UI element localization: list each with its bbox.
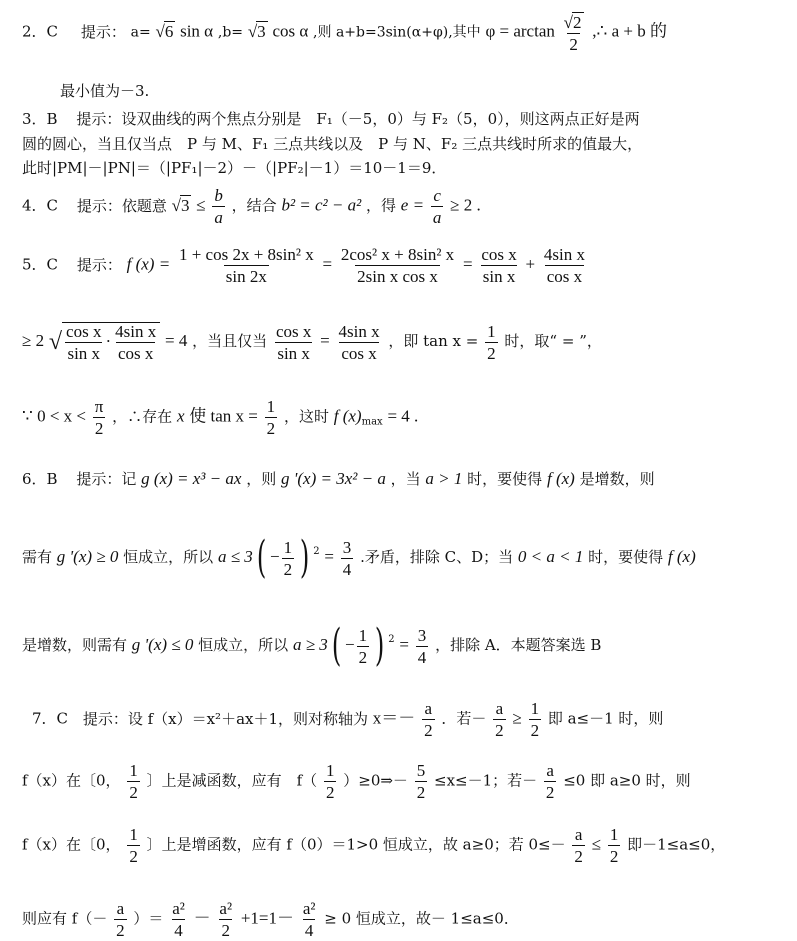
q7-l2c: ）≥0⇒－ xyxy=(343,771,408,790)
q7-ge: ≥ xyxy=(512,708,522,728)
q6-gp2: g '(x) ≥ 0 xyxy=(56,547,119,566)
q6-g: g (x) = x³ − ax xyxy=(141,469,242,488)
q4-a: a xyxy=(214,208,223,227)
q2-hint: 提示： xyxy=(80,22,126,41)
q7-l3-frac2 xyxy=(572,826,585,865)
q5-r1d: sin x xyxy=(67,344,101,363)
q6-cond2: 0 < a < 1 xyxy=(517,547,584,566)
q6-number: 6．B xyxy=(22,470,58,488)
q7-l4-minus: － xyxy=(193,908,211,928)
q4-c: c xyxy=(433,186,441,205)
q5-root-frac2 xyxy=(113,323,158,362)
q3-number: 3．B xyxy=(22,110,58,128)
q6-four: 4 xyxy=(342,559,352,579)
q5-use: 使 tan x = xyxy=(189,406,258,426)
q7-l2-frac3 xyxy=(415,762,428,801)
q6-is-incr: 是增数，则需有 xyxy=(22,636,128,654)
q6-hold: 恒成立，所以 xyxy=(123,548,214,566)
q7-one: 1 xyxy=(530,699,540,718)
q5-e2n: 4sin x xyxy=(338,321,380,341)
q2-frac xyxy=(562,12,586,53)
q6-gp: g '(x) = 3x² − a xyxy=(280,469,386,488)
q5-pi: π xyxy=(94,397,104,416)
q5-half-n: 1 xyxy=(487,321,496,341)
q5-fmax: f (x) xyxy=(333,406,362,426)
q5-half xyxy=(485,323,498,362)
q5-e1d: sin x xyxy=(277,343,310,363)
q5-h-frac xyxy=(265,398,278,437)
q5-eq-frac2 xyxy=(337,323,382,362)
q7-l4b: ）＝ xyxy=(133,909,164,928)
q5-e2d: cos x xyxy=(341,343,377,363)
q5-n4: 4sin x xyxy=(543,245,585,264)
q5-plus: + xyxy=(525,254,536,274)
q7-ie: 即 a≤－1 时，则 xyxy=(547,709,664,728)
q7-l4-four-b: 4 xyxy=(304,921,314,940)
q5-line3 xyxy=(22,398,418,437)
q7-number: 7．C xyxy=(32,709,69,728)
q7-two-b: 2 xyxy=(495,721,504,740)
q7-line3 xyxy=(22,826,725,865)
q5-d1: sin 2x xyxy=(225,267,267,286)
q7-l2-frac1 xyxy=(127,762,140,801)
q6-f2: f (x) xyxy=(667,547,696,566)
q6-frac-half2 xyxy=(357,627,370,666)
q6-line2: 需有 g '(x) ≥ 0 恒成立，所以 a ≤ 3( − $\frac{1}{2}$ ) $^2$ = $\frac{3}{4}$ .矛盾，排除 C、D；当 0 < a < 1 时，要使得 f (x) xyxy=(22,532,696,583)
q5-eq4: = 4 xyxy=(165,331,188,350)
q6-then: ，则 xyxy=(246,470,277,488)
q7-l4-a2: a² xyxy=(172,899,185,918)
q5-h-d: 2 xyxy=(266,419,276,438)
q5-eq: = xyxy=(320,331,330,350)
q4-combine: ，结合 xyxy=(231,196,277,215)
q4-ge2: ≥ 2 . xyxy=(450,195,481,215)
q5-pi-d: 2 xyxy=(94,419,104,438)
q4-b: b xyxy=(214,186,223,205)
q6-make2: 时，要使得 xyxy=(588,548,664,566)
q5-fx: f (x) = xyxy=(126,254,171,274)
q5-d3: sin x xyxy=(482,267,516,286)
q5-frac2 xyxy=(339,246,456,285)
q7-l4-four: 4 xyxy=(174,921,183,940)
q5-because: ∵ 0 < x < xyxy=(22,406,86,426)
q5-ge2: ≥ 2 xyxy=(22,331,45,350)
q7-l3-frac3 xyxy=(608,826,621,865)
q4-get: ，得 xyxy=(366,196,397,215)
q5-e1n: cos x xyxy=(275,321,312,341)
q5-n2: 2cos² x + 8sin² x xyxy=(340,245,455,264)
q7-l4-two-b: 2 xyxy=(221,921,230,940)
q5-half-d: 2 xyxy=(487,343,496,363)
q6-one2: 1 xyxy=(358,625,368,645)
q7-l2-two: 2 xyxy=(129,783,138,802)
q2-sqrt3: √3 xyxy=(247,21,266,41)
q5-when: ，当且仅当 xyxy=(192,332,268,350)
q7-l3-a: a xyxy=(574,825,583,844)
q5-dot: · xyxy=(105,331,112,351)
q6-a-ge: a ≥ 3 xyxy=(292,635,328,654)
q7-line2 xyxy=(22,762,691,801)
q2-sqrt6: √6 xyxy=(155,21,174,41)
q7-l2-frac4 xyxy=(544,762,557,801)
q7-if: ．若－ xyxy=(441,709,487,728)
q5-frac3 xyxy=(479,246,518,285)
q6-incr: 是增数，则 xyxy=(579,470,655,488)
q6-three2: 3 xyxy=(417,625,427,645)
q7-frac-a2 xyxy=(422,700,435,739)
q5-pi-frac xyxy=(93,398,106,437)
q7-l3-frac1 xyxy=(127,826,140,865)
q3-line1 xyxy=(22,112,640,127)
q5-hint: 提示： xyxy=(76,255,122,274)
q5-n1: 1 + cos 2x + 8sin² x xyxy=(178,245,314,264)
q7-two-c: 2 xyxy=(530,721,540,740)
q4-frac-ca xyxy=(431,187,444,226)
q7-l4-plus1: +1=1－ xyxy=(240,908,295,928)
q3-line2: 圆的圆心，当且仅当点 P 与 M、F₁ 三点共线以及 P 与 N、F₂ 三点共线时所求的值最大， xyxy=(22,135,643,153)
q4-a2: a xyxy=(432,208,442,227)
q7-l2e: ≤0 即 a≥0 时，则 xyxy=(563,771,691,790)
q5-line2: ≥ 2 √ $\frac{\text{cos x}}{\text{sin x}}$ · $\frac{\text{4sin x}}{\text{cos x}}$ = 4 ，当且仅当 $\frac{\text{cos x}}{\text{sin x}}$ = $\frac{\text{4sin x}}{\text{cos x}}$ ，即 tan x = $\frac{1}{2}$ 时，取“ = ”， xyxy=(22,321,602,363)
q7-l3a: f（x）在〔0， xyxy=(22,835,121,854)
q6-gp3: g '(x) ≤ 0 xyxy=(131,635,194,654)
q5-then: ，这时 xyxy=(283,407,329,426)
q7-two: 2 xyxy=(424,721,433,740)
q7-x-eq: x＝－ xyxy=(372,708,416,728)
q7-l2-one-b: 1 xyxy=(325,761,335,780)
q7-line4 xyxy=(22,900,519,939)
q6-one: 1 xyxy=(283,537,293,557)
q7-l4c: ≥ 0 恒成立，故－ 1≤a≤0． xyxy=(324,909,519,928)
q7-l4-a2-b: a² xyxy=(219,899,233,918)
q7-l4-frac4 xyxy=(301,900,318,939)
q5-r1n: cos x xyxy=(66,322,102,341)
q5-d4: cos x xyxy=(546,267,583,286)
q7-l2-a: a xyxy=(546,761,554,780)
q6-f: f (x) xyxy=(546,469,575,488)
q2-line2: 最小值为－3. xyxy=(60,82,150,100)
q6-line1 xyxy=(22,470,655,487)
q7-l4-frac1 xyxy=(114,900,127,939)
q5-n3: cos x xyxy=(481,245,517,264)
q6-frac-34b xyxy=(416,627,429,666)
q6-four2: 4 xyxy=(417,647,427,667)
q2-b-eq: ,b= xyxy=(217,24,244,41)
q7-l3b: 〕上是增函数，应有 f（0）＝1>0 恒成立，故 a≥0；若 0≤－ xyxy=(146,835,566,854)
q6-eq: = xyxy=(324,547,334,566)
q2-a-eq: a= xyxy=(130,24,151,41)
q4-number: 4．C xyxy=(22,196,59,215)
q5-frac4 xyxy=(542,246,587,285)
q6-when: ，当 xyxy=(390,470,421,488)
q7-l3d: 即－1≤a≤0， xyxy=(627,835,726,854)
q7-l4-frac2 xyxy=(170,900,187,939)
q6-cond1: a > 1 xyxy=(425,469,463,488)
q5-number: 5．C xyxy=(22,255,59,274)
q4-hint: 提示：依题意 xyxy=(76,196,167,215)
q4-sqrt3: √3 xyxy=(171,195,190,215)
q7-hint: 提示：设 f（x）＝x²＋ax＋1，则对称轴为 xyxy=(82,709,369,728)
q7-l2d: ≤x≤－1；若－ xyxy=(434,771,538,790)
q2-line1 xyxy=(22,12,667,53)
q2-cos-alpha: cos α xyxy=(272,21,309,41)
q5-h-n: 1 xyxy=(266,397,276,416)
q5-r2d: cos x xyxy=(117,344,154,363)
q2-number: 2．C xyxy=(22,22,59,41)
q6-a-le: a ≤ 3 xyxy=(217,547,253,566)
q2-sin-alpha: sin α xyxy=(180,21,214,41)
q7-l2a: f（x）在〔0， xyxy=(22,771,121,790)
q6-sq2: 2 xyxy=(388,634,395,645)
q7-l3-two-c: 2 xyxy=(609,847,619,866)
q5-x: x xyxy=(176,406,185,426)
q4-line xyxy=(22,187,481,226)
q6-frac-34 xyxy=(341,539,354,578)
q6-three: 3 xyxy=(342,537,352,557)
q7-l3-two-b: 2 xyxy=(574,847,583,866)
q5-line1: 5．C 提示： f (x) = $\frac{\text{1 + cos 2x + 8sin² x}}{\sin 2x}$ = $\frac{\text{2cos² x + 8sin² x}}{\text{2sin x cos x}}$ = $\frac{\text{cos x}}{\text{sin x}}$ + $\frac{\text{4sin x}}{\text{cos x}}$ xyxy=(22,245,585,286)
q2-frac-num: √2 xyxy=(563,13,582,32)
q5-ie: ，即 tan x = xyxy=(388,332,479,350)
q4-e-eq: e = xyxy=(400,195,425,215)
q4-eq1: b² = c² − a² xyxy=(281,195,362,215)
q7-frac-a2b xyxy=(493,700,506,739)
q4-le: ≤ xyxy=(196,195,206,215)
q6-sq: 2 xyxy=(313,546,320,557)
q5-frac1 xyxy=(177,246,316,285)
q5-root xyxy=(62,322,160,362)
q6-neg: − xyxy=(269,547,280,566)
q7-a-b: a xyxy=(495,699,504,718)
q7-a: a xyxy=(424,699,433,718)
q2-then: ,则 a+b=3sin(α+φ),其中 xyxy=(313,24,481,41)
q6-need: 需有 xyxy=(22,548,53,566)
q5-r2n: 4sin x xyxy=(115,322,157,341)
q7-l2-one: 1 xyxy=(129,761,138,780)
q6-hold2: 恒成立，所以 xyxy=(198,636,289,654)
q7-l4-two: 2 xyxy=(116,921,125,940)
q5-eq4b: = 4 . xyxy=(387,406,419,426)
q5-d2: 2sin x cos x xyxy=(357,267,438,286)
q6-frac-half xyxy=(282,539,295,578)
q7-l3c: ≤ xyxy=(591,834,602,854)
q2-frac-den: 2 xyxy=(569,35,578,54)
q7-l3-one: 1 xyxy=(129,825,138,844)
q7-l2-two-b: 2 xyxy=(325,783,335,802)
q7-l4-a: a xyxy=(116,899,125,918)
q2-phi-eq: φ = arctan xyxy=(485,21,555,41)
q7-l2-two-d: 2 xyxy=(545,783,555,802)
q7-l3-two: 2 xyxy=(129,847,138,866)
q6-two: 2 xyxy=(283,559,293,579)
q6-neg2: − xyxy=(344,635,355,654)
q5-take: 时，取“ = ”， xyxy=(504,332,602,350)
q7-l2-two-c: 2 xyxy=(416,783,426,802)
q7-l4a: 则应有 f（－ xyxy=(22,909,108,928)
q6-make: 时，要使得 xyxy=(467,470,543,488)
q7-l2-frac2 xyxy=(324,762,337,801)
q7-l2b: 〕上是减函数，应有 f（ xyxy=(146,771,318,790)
q5-max: max xyxy=(361,416,383,428)
q7-frac-12 xyxy=(529,700,542,739)
q7-five: 5 xyxy=(416,761,426,780)
q6-eq2: = xyxy=(399,635,409,654)
q5-eq-frac1 xyxy=(274,323,313,362)
q2-therefore: ,∴ a + b 的 xyxy=(592,21,667,41)
q7-l4-frac3 xyxy=(217,900,234,939)
q6-hint: 提示：记 xyxy=(76,470,137,488)
q5-root-frac1 xyxy=(64,323,103,362)
q3-line3: 此时|PM|－|PN|＝（|PF₁|－2）－（|PF₂|－1）＝10－1＝9． xyxy=(22,159,447,177)
q6-contra: .矛盾，排除 C、D；当 xyxy=(360,548,514,566)
q6-exclude: ，排除 A．本题答案选 B xyxy=(435,636,602,654)
q7-l4-a2-c: a² xyxy=(302,899,316,918)
q5-exist: ，∴存在 xyxy=(112,407,173,426)
q3-text1: 提示：设双曲线的两个焦点分别是 F₁（－5，0）与 F₂（5，0），则这两点正好是两 xyxy=(76,110,640,128)
q6-line3: 是增数，则需有 g '(x) ≤ 0 恒成立，所以 a ≥ 3( − $\frac{1}{2}$ ) $^2$ = $\frac{3}{4}$ ，排除 A．本题答案选 B xyxy=(22,620,602,671)
q7-line1 xyxy=(32,700,663,739)
q6-two2: 2 xyxy=(358,647,368,667)
q4-frac-ba xyxy=(212,187,225,226)
q7-l3-one-b: 1 xyxy=(609,825,619,844)
